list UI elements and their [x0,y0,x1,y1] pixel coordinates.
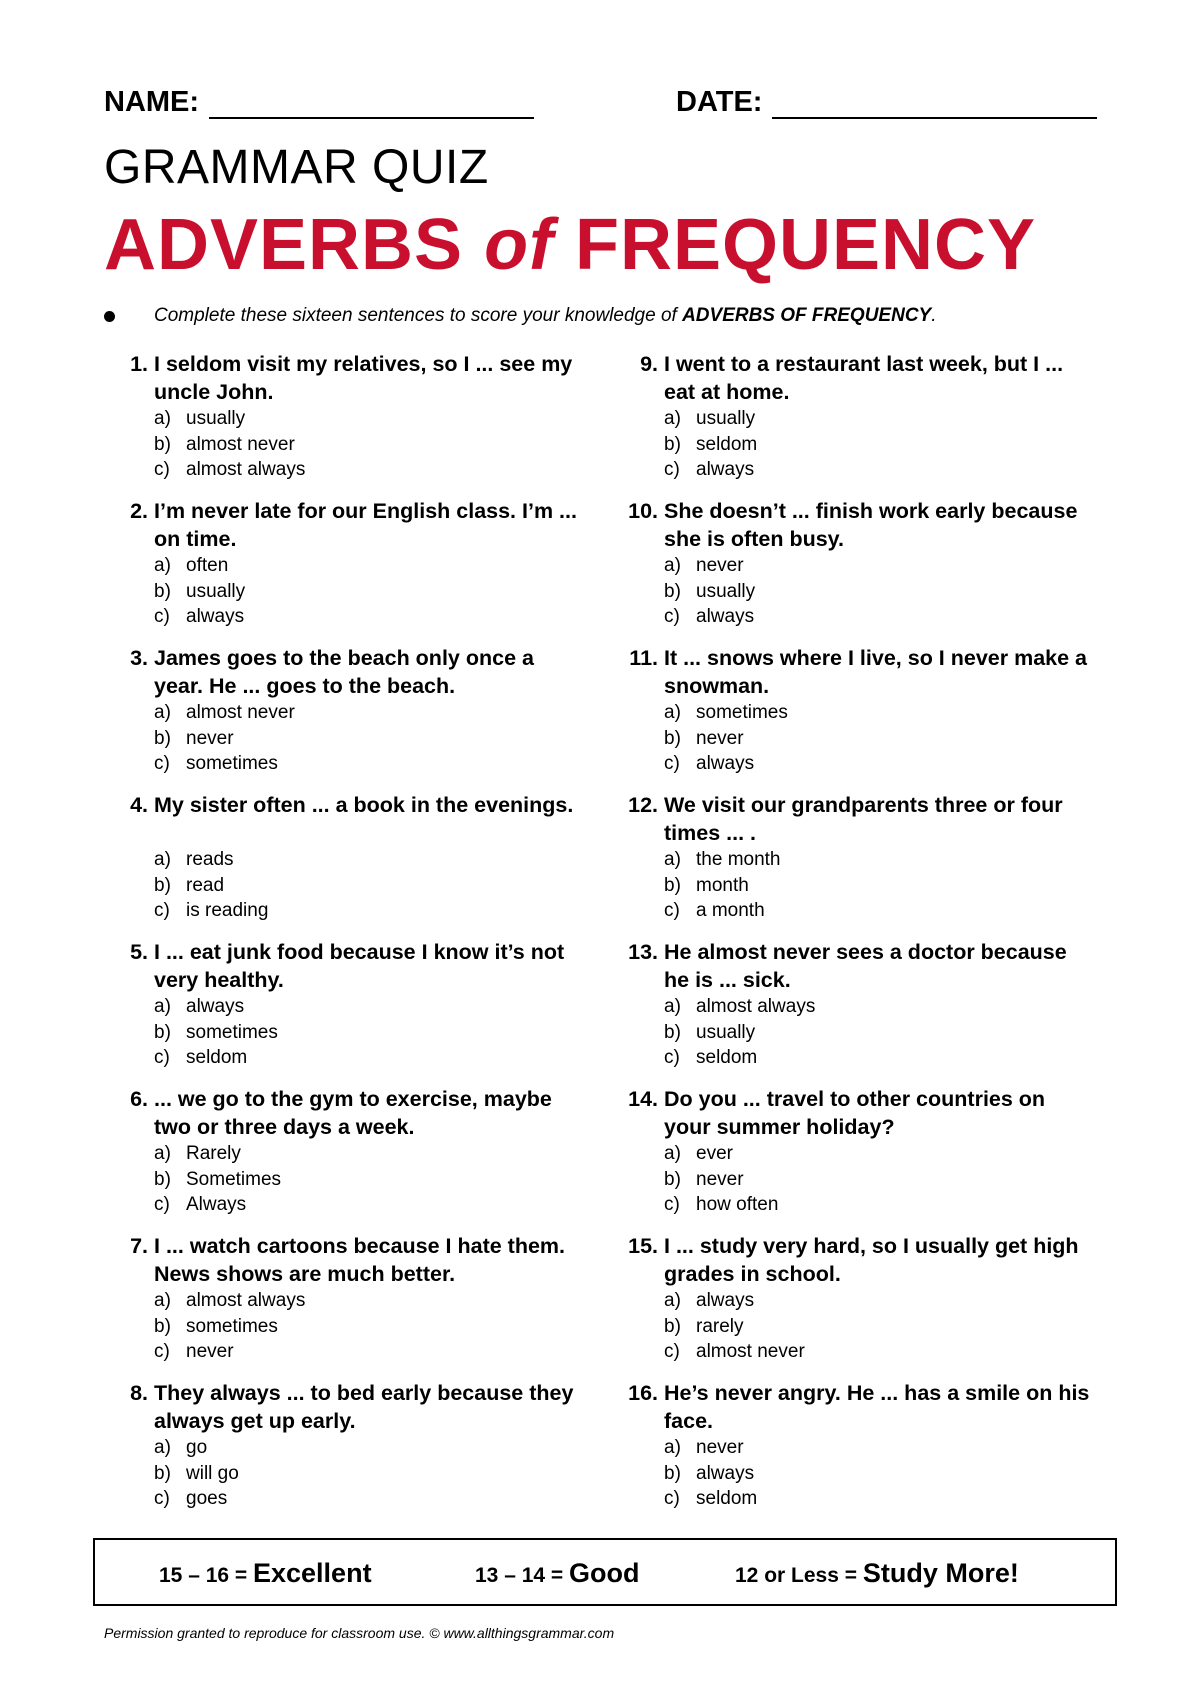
date-field [676,85,1097,119]
answer-option[interactable] [664,898,781,924]
question-item [108,1085,588,1232]
option-text: never [696,555,744,576]
option-text: read [186,874,225,896]
name-field [104,85,534,119]
question-text: They always ... to bed early because they always get up early. [154,1381,574,1433]
question-text: ... we go to the gym to exercise, maybe two or three days a week. [154,1087,552,1139]
answer-option[interactable] [154,553,245,579]
question-text: I went to a restaurant last week, but I ... eat at home. [664,352,1064,404]
question-text: I ... eat junk food because I know it’s not very healthy. [154,940,565,992]
answer-options [664,553,755,630]
option-letter: b) [154,1021,171,1043]
option-text: almost always [186,1290,306,1311]
date-label: DATE: [676,86,763,118]
question-number: 10. [628,499,658,523]
answer-option[interactable] [664,406,757,432]
option-letter: a) [664,702,681,723]
option-text: usually [696,580,756,602]
option-letter: c) [664,1047,680,1068]
option-text: seldom [186,1047,248,1068]
score-range: 15 – 16 = [159,1564,253,1587]
instructions-end: . [931,305,937,326]
question-number: 9. [640,352,658,376]
answer-option[interactable] [154,1141,281,1167]
option-letter: c) [154,606,170,627]
question-text: I ... study very hard, so I usually get high grades in school. [664,1234,1079,1286]
answer-option[interactable] [664,1141,778,1167]
date-blank-line[interactable] [772,91,1097,119]
answer-options [154,1288,305,1365]
answer-options [154,700,295,777]
question-item [618,1379,1098,1526]
option-letter: b) [154,874,171,896]
option-letter: c) [154,459,170,480]
answer-options [154,1141,281,1218]
option-letter: a) [154,555,171,576]
answer-option[interactable] [664,847,781,873]
answer-option[interactable] [664,751,788,777]
option-letter: c) [664,1341,680,1362]
question-text: My sister often ... a book in the evenings. [154,793,574,817]
score-level: Study More! [862,1558,1019,1588]
option-letter: c) [154,1341,170,1362]
answer-option[interactable] [664,1339,805,1365]
bullet-icon [104,311,115,322]
option-letter: a) [154,1437,171,1458]
option-text: always [696,1462,755,1484]
question-item [108,1232,588,1379]
option-letter: c) [664,900,680,921]
answer-options [664,1288,805,1365]
question-number: 11. [629,646,658,670]
question-item [618,497,1098,644]
option-text: always [186,996,245,1017]
question-item [108,1379,588,1526]
option-text: always [696,606,755,627]
option-text: will go [186,1462,239,1484]
option-text: never [696,1437,744,1458]
answer-option[interactable] [664,1461,757,1487]
instructions-emphasis: ADVERBS OF FREQUENCY [682,305,932,326]
answer-options [154,553,245,630]
option-letter: b) [154,1315,171,1337]
option-text: never [186,1341,234,1362]
option-text: almost never [696,1341,805,1362]
instructions-lead: Complete these sixteen sentences to score your knowledge of [154,305,683,326]
question-number: 1. [130,352,148,376]
option-text: rarely [696,1315,744,1337]
answer-option[interactable] [154,406,305,432]
option-letter: b) [154,1168,171,1190]
answer-option[interactable] [154,432,305,458]
answer-options [154,994,278,1071]
option-letter: c) [664,606,680,627]
answer-option[interactable] [154,700,295,726]
option-letter: b) [154,727,171,749]
option-letter: b) [664,1315,681,1337]
option-letter: b) [664,1021,681,1043]
option-text: Rarely [186,1143,241,1164]
answer-options [664,847,781,924]
option-letter: a) [154,849,171,870]
option-letter: c) [154,1047,170,1068]
option-letter: b) [154,433,171,455]
name-label: NAME: [104,86,200,118]
question-text: Do you ... travel to other countries on your summer holiday? [664,1087,1046,1139]
question-text: He’s never angry. He ... has a smile on his face. [664,1381,1090,1433]
question-number: 7. [130,1234,148,1258]
question-text: It ... snows where I live, so I never make a snowman. [664,646,1088,698]
option-text: go [186,1437,208,1458]
header-row [104,85,1104,125]
question-item [108,791,588,938]
option-letter: b) [664,874,681,896]
option-text: usually [696,1021,756,1043]
option-text: sometimes [186,1315,278,1337]
answer-option[interactable] [664,579,755,605]
option-text: seldom [696,433,758,455]
answer-options [664,700,788,777]
option-text: usually [186,580,246,602]
option-text: always [696,753,755,774]
answer-option[interactable] [154,1192,281,1218]
answer-option[interactable] [154,1167,281,1193]
option-text: never [186,727,234,749]
option-text: always [186,606,245,627]
question-item [618,1232,1098,1379]
option-letter: b) [664,433,681,455]
answer-option[interactable] [154,1020,278,1046]
option-text: seldom [696,1047,758,1068]
question-text: He almost never sees a doctor because he is ... sick. [664,940,1067,992]
option-letter: c) [154,900,170,921]
answer-option[interactable] [154,726,295,752]
answer-option[interactable] [154,873,268,899]
option-text: often [186,555,229,576]
option-text: never [696,1168,744,1190]
quiz-topic [104,205,1036,285]
option-text: seldom [696,1488,758,1509]
answer-option[interactable] [664,457,757,483]
answer-option[interactable] [664,1192,778,1218]
question-item [618,938,1098,1085]
option-text: almost always [186,459,306,480]
question-number: 4. [130,793,148,817]
question-item [108,497,588,644]
option-text: always [696,459,755,480]
option-letter: a) [664,408,681,429]
score-level: Good [569,1558,640,1588]
answer-option[interactable] [664,1314,805,1340]
question-number: 12. [628,793,658,817]
answer-option[interactable] [664,1486,757,1512]
answer-option[interactable] [154,604,245,630]
answer-option[interactable] [154,1461,239,1487]
option-text: month [696,874,749,896]
topic-part-2: of [484,205,555,285]
option-text: sometimes [696,702,788,723]
answer-options [154,1435,239,1512]
answer-option[interactable] [664,1435,757,1461]
option-text: sometimes [186,1021,278,1043]
option-letter: a) [664,1437,681,1458]
answer-option[interactable] [154,1314,305,1340]
option-text: Always [186,1194,247,1215]
answer-option[interactable] [664,553,755,579]
option-letter: b) [664,1462,681,1484]
answer-option[interactable] [664,1020,815,1046]
score-range: 12 or Less = [735,1564,863,1587]
question-text: I ... watch cartoons because I hate them. News shows are much better. [154,1234,566,1286]
question-item [108,350,588,497]
answer-option[interactable] [154,1339,305,1365]
footer-permission: Permission granted to reproduce for classroom use. © www.allthingsgrammar.com [104,1625,615,1641]
question-item [618,350,1098,497]
option-text: almost never [186,433,295,455]
question-number: 3. [130,646,148,670]
score-study-more [735,1558,1019,1591]
question-text: She doesn’t ... finish work early because she is often busy. [664,499,1078,551]
answer-option[interactable] [664,1167,778,1193]
option-letter: b) [154,1462,171,1484]
question-text: James goes to the beach only once a year. He ... goes to the beach. [154,646,534,698]
answer-options [664,406,757,483]
question-number: 2. [130,499,148,523]
answer-options [154,406,305,483]
option-text: is reading [186,900,269,921]
answer-option[interactable] [154,457,305,483]
answer-option[interactable] [154,1435,239,1461]
score-level: Excellent [253,1558,372,1588]
question-item [108,644,588,791]
option-text: ever [696,1143,733,1164]
option-text: sometimes [186,753,278,774]
question-item [108,938,588,1085]
option-letter: b) [664,580,681,602]
score-range: 13 – 14 = [475,1564,569,1587]
answer-option[interactable] [664,432,757,458]
option-letter: c) [664,753,680,774]
option-letter: a) [664,996,681,1017]
option-letter: c) [664,1488,680,1509]
answer-options [154,847,268,924]
questions-right-column [618,350,1098,1526]
score-excellent [159,1558,372,1591]
answer-options [664,1435,757,1512]
option-text: the month [696,849,781,870]
answer-option[interactable] [664,873,781,899]
answer-option[interactable] [664,700,788,726]
name-blank-line[interactable] [209,91,534,119]
answer-option[interactable] [154,579,245,605]
question-text: I’m never late for our English class. I’m ... on time. [154,499,577,551]
topic-part-3: FREQUENCY [554,205,1037,285]
question-item [618,1085,1098,1232]
option-text: a month [696,900,765,921]
option-text: almost always [696,996,816,1017]
answer-option[interactable] [664,726,788,752]
answer-options [664,1141,778,1218]
questions-left-column [108,350,588,1526]
answer-option[interactable] [664,604,755,630]
option-text: almost never [186,702,295,723]
score-good [475,1558,639,1591]
question-number: 14. [628,1087,658,1111]
question-number: 13. [628,940,658,964]
option-text: how often [696,1194,779,1215]
option-letter: a) [154,702,171,723]
option-letter: a) [154,1290,171,1311]
option-text: usually [186,408,246,429]
option-letter: a) [664,849,681,870]
option-letter: a) [664,1143,681,1164]
option-letter: c) [154,753,170,774]
answer-option[interactable] [154,1288,305,1314]
answer-option[interactable] [154,1486,239,1512]
topic-part-1: ADVERBS [104,205,485,285]
answer-option[interactable] [154,994,278,1020]
option-letter: c) [154,1488,170,1509]
answer-options [664,994,815,1071]
question-item [618,644,1098,791]
option-letter: a) [664,555,681,576]
option-letter: a) [154,408,171,429]
option-letter: b) [154,580,171,602]
option-letter: a) [154,996,171,1017]
question-text: I seldom visit my relatives, so I ... see my uncle John. [154,352,573,404]
quiz-title: GRAMMAR QUIZ [104,141,489,194]
question-number: 6. [130,1087,148,1111]
answer-option[interactable] [154,847,268,873]
option-letter: b) [664,1168,681,1190]
option-text: never [696,727,744,749]
question-item [618,791,1098,938]
option-letter: c) [664,1194,680,1215]
option-text: reads [186,849,234,870]
answer-option[interactable] [664,1288,805,1314]
instructions-text [154,303,937,329]
question-number: 16. [628,1381,658,1405]
option-letter: b) [664,727,681,749]
answer-option[interactable] [154,1045,278,1071]
answer-option[interactable] [664,994,815,1020]
question-number: 15. [628,1234,658,1258]
option-text: usually [696,408,756,429]
question-number: 8. [130,1381,148,1405]
answer-option[interactable] [154,898,268,924]
scoring-box [93,1538,1117,1606]
option-text: goes [186,1488,228,1509]
option-letter: a) [154,1143,171,1164]
answer-option[interactable] [664,1045,815,1071]
question-number: 5. [130,940,148,964]
option-letter: c) [154,1194,170,1215]
option-text: always [696,1290,755,1311]
answer-option[interactable] [154,751,295,777]
question-text: We visit our grandparents three or four times ... . [664,793,1063,845]
option-letter: c) [664,459,680,480]
option-text: Sometimes [186,1168,282,1190]
option-letter: a) [664,1290,681,1311]
